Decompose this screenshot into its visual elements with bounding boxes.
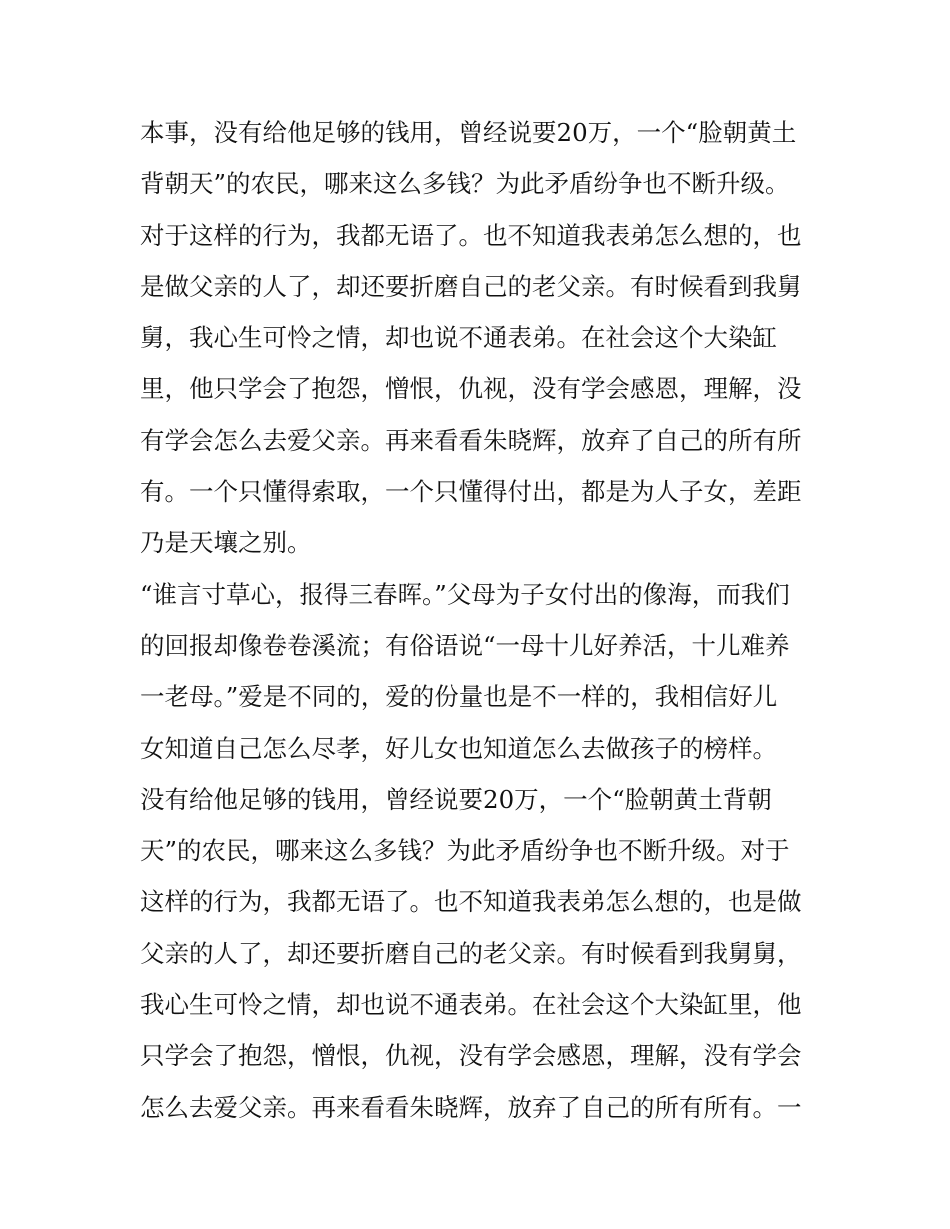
text-line: 这样的行为，我都无语了。也不知道我表弟怎么想的，也是做: [140, 887, 802, 917]
text-line: 本事，没有给他足够的钱用，曾经说要20万，一个“脸朝黄土: [140, 118, 797, 147]
text-line: 是做父亲的人了，却还要折磨自己的老父亲。有时候看到我舅: [140, 271, 802, 301]
text-line: 背朝天”的农民，哪来这么多钱？为此矛盾纷争也不断升级。: [140, 169, 790, 199]
text-line: 只学会了抱怨，憎恨，仇视，没有学会感恩，理解，没有学会: [140, 1041, 802, 1071]
text-line: 天”的农民，哪来这么多钱？为此矛盾纷争也不断升级。对于: [140, 836, 790, 866]
text-line: 我心生可怜之情，却也说不通表弟。在社会这个大染缸里，他: [140, 990, 802, 1020]
text-line: 一老母。”爱是不同的，爱的份量也是不一样的，我相信好儿: [140, 682, 778, 712]
text-line: 对于这样的行为，我都无语了。也不知道我表弟怎么想的，也: [140, 220, 802, 250]
text-line: 的回报却像卷卷溪流；有俗语说“一母十儿好养活，十儿难养: [140, 630, 790, 660]
body-text: [140, 107, 820, 1133]
text-line: 女知道自己怎么尽孝，好儿女也知道怎么去做孩子的榜样。: [140, 733, 777, 763]
text-line: 有。一个只懂得索取，一个只懂得付出，都是为人子女，差距: [140, 477, 802, 507]
text-line: 有学会怎么去爱父亲。再来看看朱晓辉，放弃了自己的所有所: [140, 425, 802, 455]
text-line: 怎么去爱父亲。再来看看朱晓辉，放弃了自己的所有所有。一: [140, 1092, 802, 1122]
text-line: 乃是天壤之别。: [140, 528, 312, 558]
text-line: “谁言寸草心，报得三春晖。”父母为子女付出的像海，而我们: [140, 579, 790, 609]
text-line: 里，他只学会了抱怨，憎恨，仇视，没有学会感恩，理解，没: [140, 374, 802, 404]
text-line: 父亲的人了，却还要折磨自己的老父亲。有时候看到我舅舅，: [140, 938, 802, 968]
text-line: 没有给他足够的钱用，曾经说要20万，一个“脸朝黄土背朝: [140, 784, 772, 814]
text-line: 舅，我心生可怜之情，却也说不通表弟。在社会这个大染缸: [140, 323, 777, 353]
